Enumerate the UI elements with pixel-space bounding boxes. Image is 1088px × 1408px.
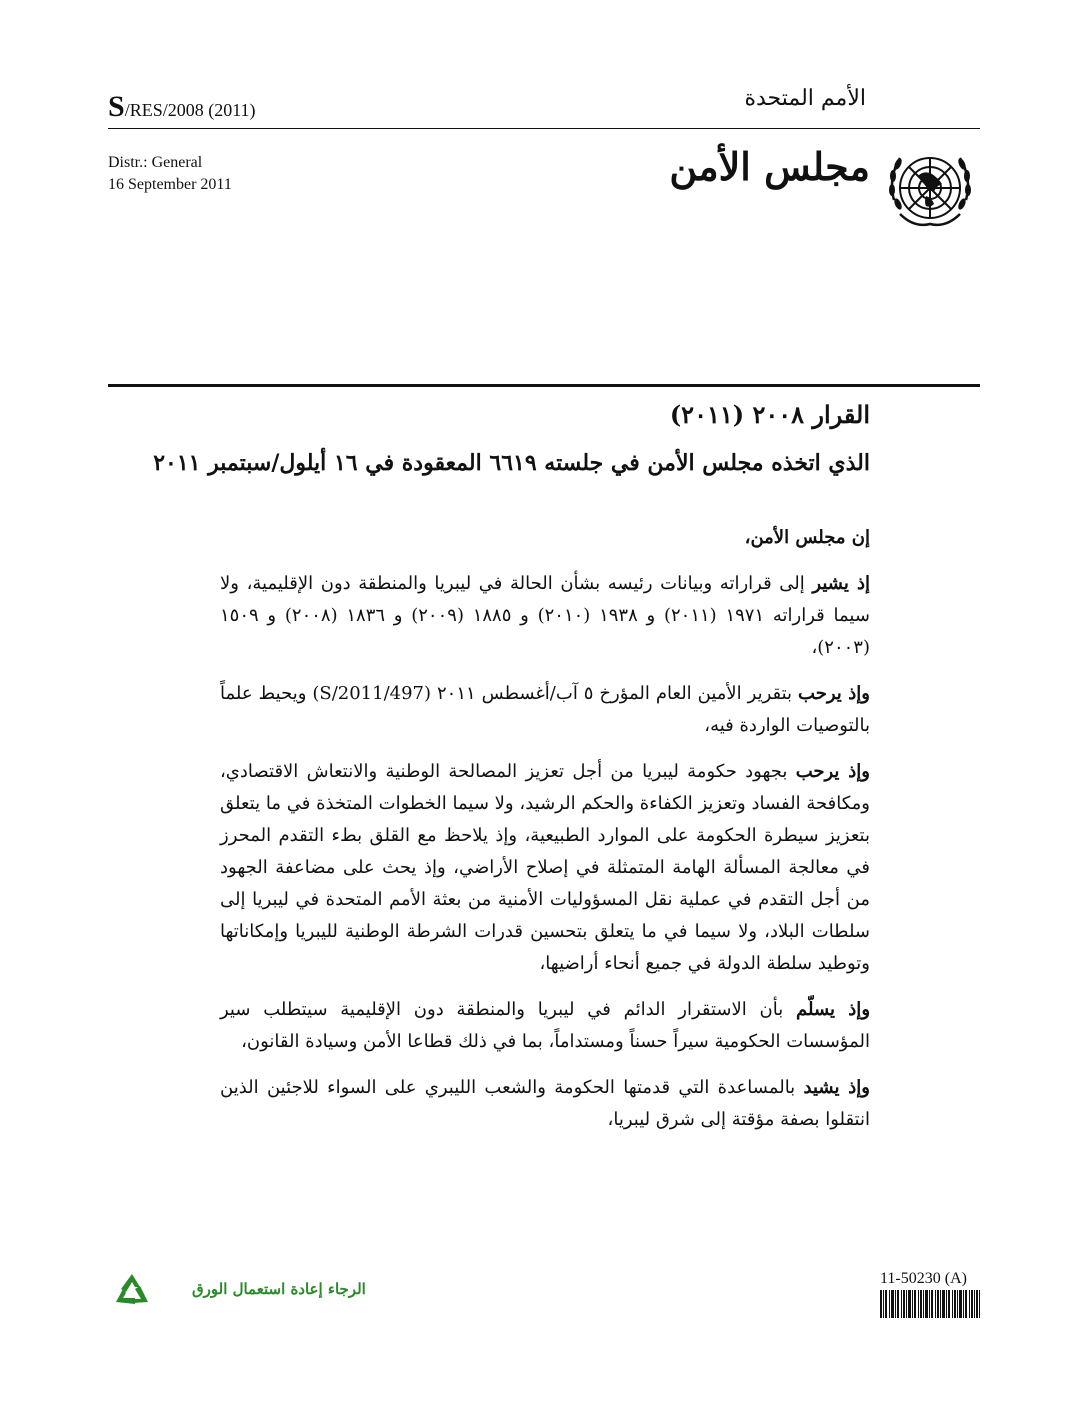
paragraph xyxy=(220,1072,870,1136)
paragraph-text: إلى قراراته وبيانات رئيسه بشأن الحالة في ليبريا والمنطقة دون الإقليمية، ولا سيما قراراته ١٩٧١ (٢٠١١) و ١٩٣٨ (٢٠١٠) و ١٨٨٥ (٢٠٠٩) و ١٨٣٦ (٢٠٠٨) و ١٥٠٩ (٢٠٠٣)، xyxy=(220,573,870,658)
recycle-text: الرجاء إعادة استعمال الورق xyxy=(192,1280,366,1298)
paragraph xyxy=(220,678,870,742)
symbol-prefix: S xyxy=(108,90,125,123)
symbol-rest: /RES/2008 (2011) xyxy=(124,100,256,120)
title-rule xyxy=(108,384,980,387)
distribution-block xyxy=(108,152,232,196)
paragraph xyxy=(220,994,870,1058)
un-emblem-icon xyxy=(878,138,982,242)
paragraph-text: بأن الاستقرار الدائم في ليبريا والمنطقة دون الإقليمية سيتطلب سير المؤسسات الحكومية سيراً حسناً ومستداماً، بما في ذلك قطاعا الأمن وسيادة القانون، xyxy=(220,999,870,1052)
job-number: 11-50230 (A) xyxy=(880,1270,967,1287)
paragraph-lead: وإذ يشيد xyxy=(803,1077,870,1098)
resolution-subtitle: الذي اتخذه مجلس الأمن في جلسته ٦٦١٩ المعقودة في ١٦ أيلول/سبتمبر ٢٠١١ xyxy=(153,450,870,476)
document-symbol xyxy=(108,90,256,124)
resolution-title: القرار ٢٠٠٨ (٢٠١١) xyxy=(669,400,870,429)
paragraph xyxy=(220,756,870,980)
org-name: الأمم المتحدة xyxy=(744,86,866,111)
paragraph-lead: إذ يشير xyxy=(812,573,871,594)
recycle-icon xyxy=(108,1268,156,1316)
paragraph-lead: وإذ يرحب xyxy=(795,761,870,782)
header-rule xyxy=(108,128,980,129)
barcode-icon xyxy=(880,1290,980,1318)
opening-line: إن مجلس الأمن، xyxy=(744,527,870,548)
paragraph-text: بتقرير الأمين العام المؤرخ ٥ آب/أغسطس ٢٠١١ (S/2011/497) ويحيط علماً بالتوصيات الواردة فيه، xyxy=(220,683,870,736)
paragraph-lead: وإذ يسلّم xyxy=(796,999,871,1020)
paragraph-text: بجهود حكومة ليبريا من أجل تعزيز المصالحة الوطنية والانتعاش الاقتصادي، ومكافحة الفساد وتعزيز الكفاءة والحكم الرشيد، ولا سيما الخطوات المتخذة في ما يتعلق بتعزيز سيطرة الحكومة على الموارد الطبيعية، وإذ يلاحظ مع القلق بطء التقدم المحرز في معالجة المسألة الهامة المتمثلة في إصلاح الأراضي، وإذ يحث على مضاعفة الجهود من أجل التقدم في عملية نقل المسؤوليات الأمنية من بعثة الأمم المتحدة في ليبريا إلى سلطات البلاد، ولا سيما في ما يتعلق بتحسين قدرات الشرطة الوطنية لليبريا وإمكاناتها وتوطيد سلطة الدولة في جميع أنحاء أراضيها، xyxy=(220,761,870,974)
distribution: Distr.: General xyxy=(108,154,203,171)
document-date: 16 September 2011 xyxy=(108,176,232,193)
paragraph-lead: وإذ يرحب xyxy=(798,683,870,704)
paragraph-text: بالمساعدة التي قدمتها الحكومة والشعب الليبري على السواء للاجئين الذين انتقلوا بصفة مؤقتة إلى شرق ليبريا، xyxy=(220,1077,870,1130)
council-name: مجلس الأمن xyxy=(669,144,870,189)
resolution-body xyxy=(220,522,870,1150)
paragraph xyxy=(220,568,870,664)
